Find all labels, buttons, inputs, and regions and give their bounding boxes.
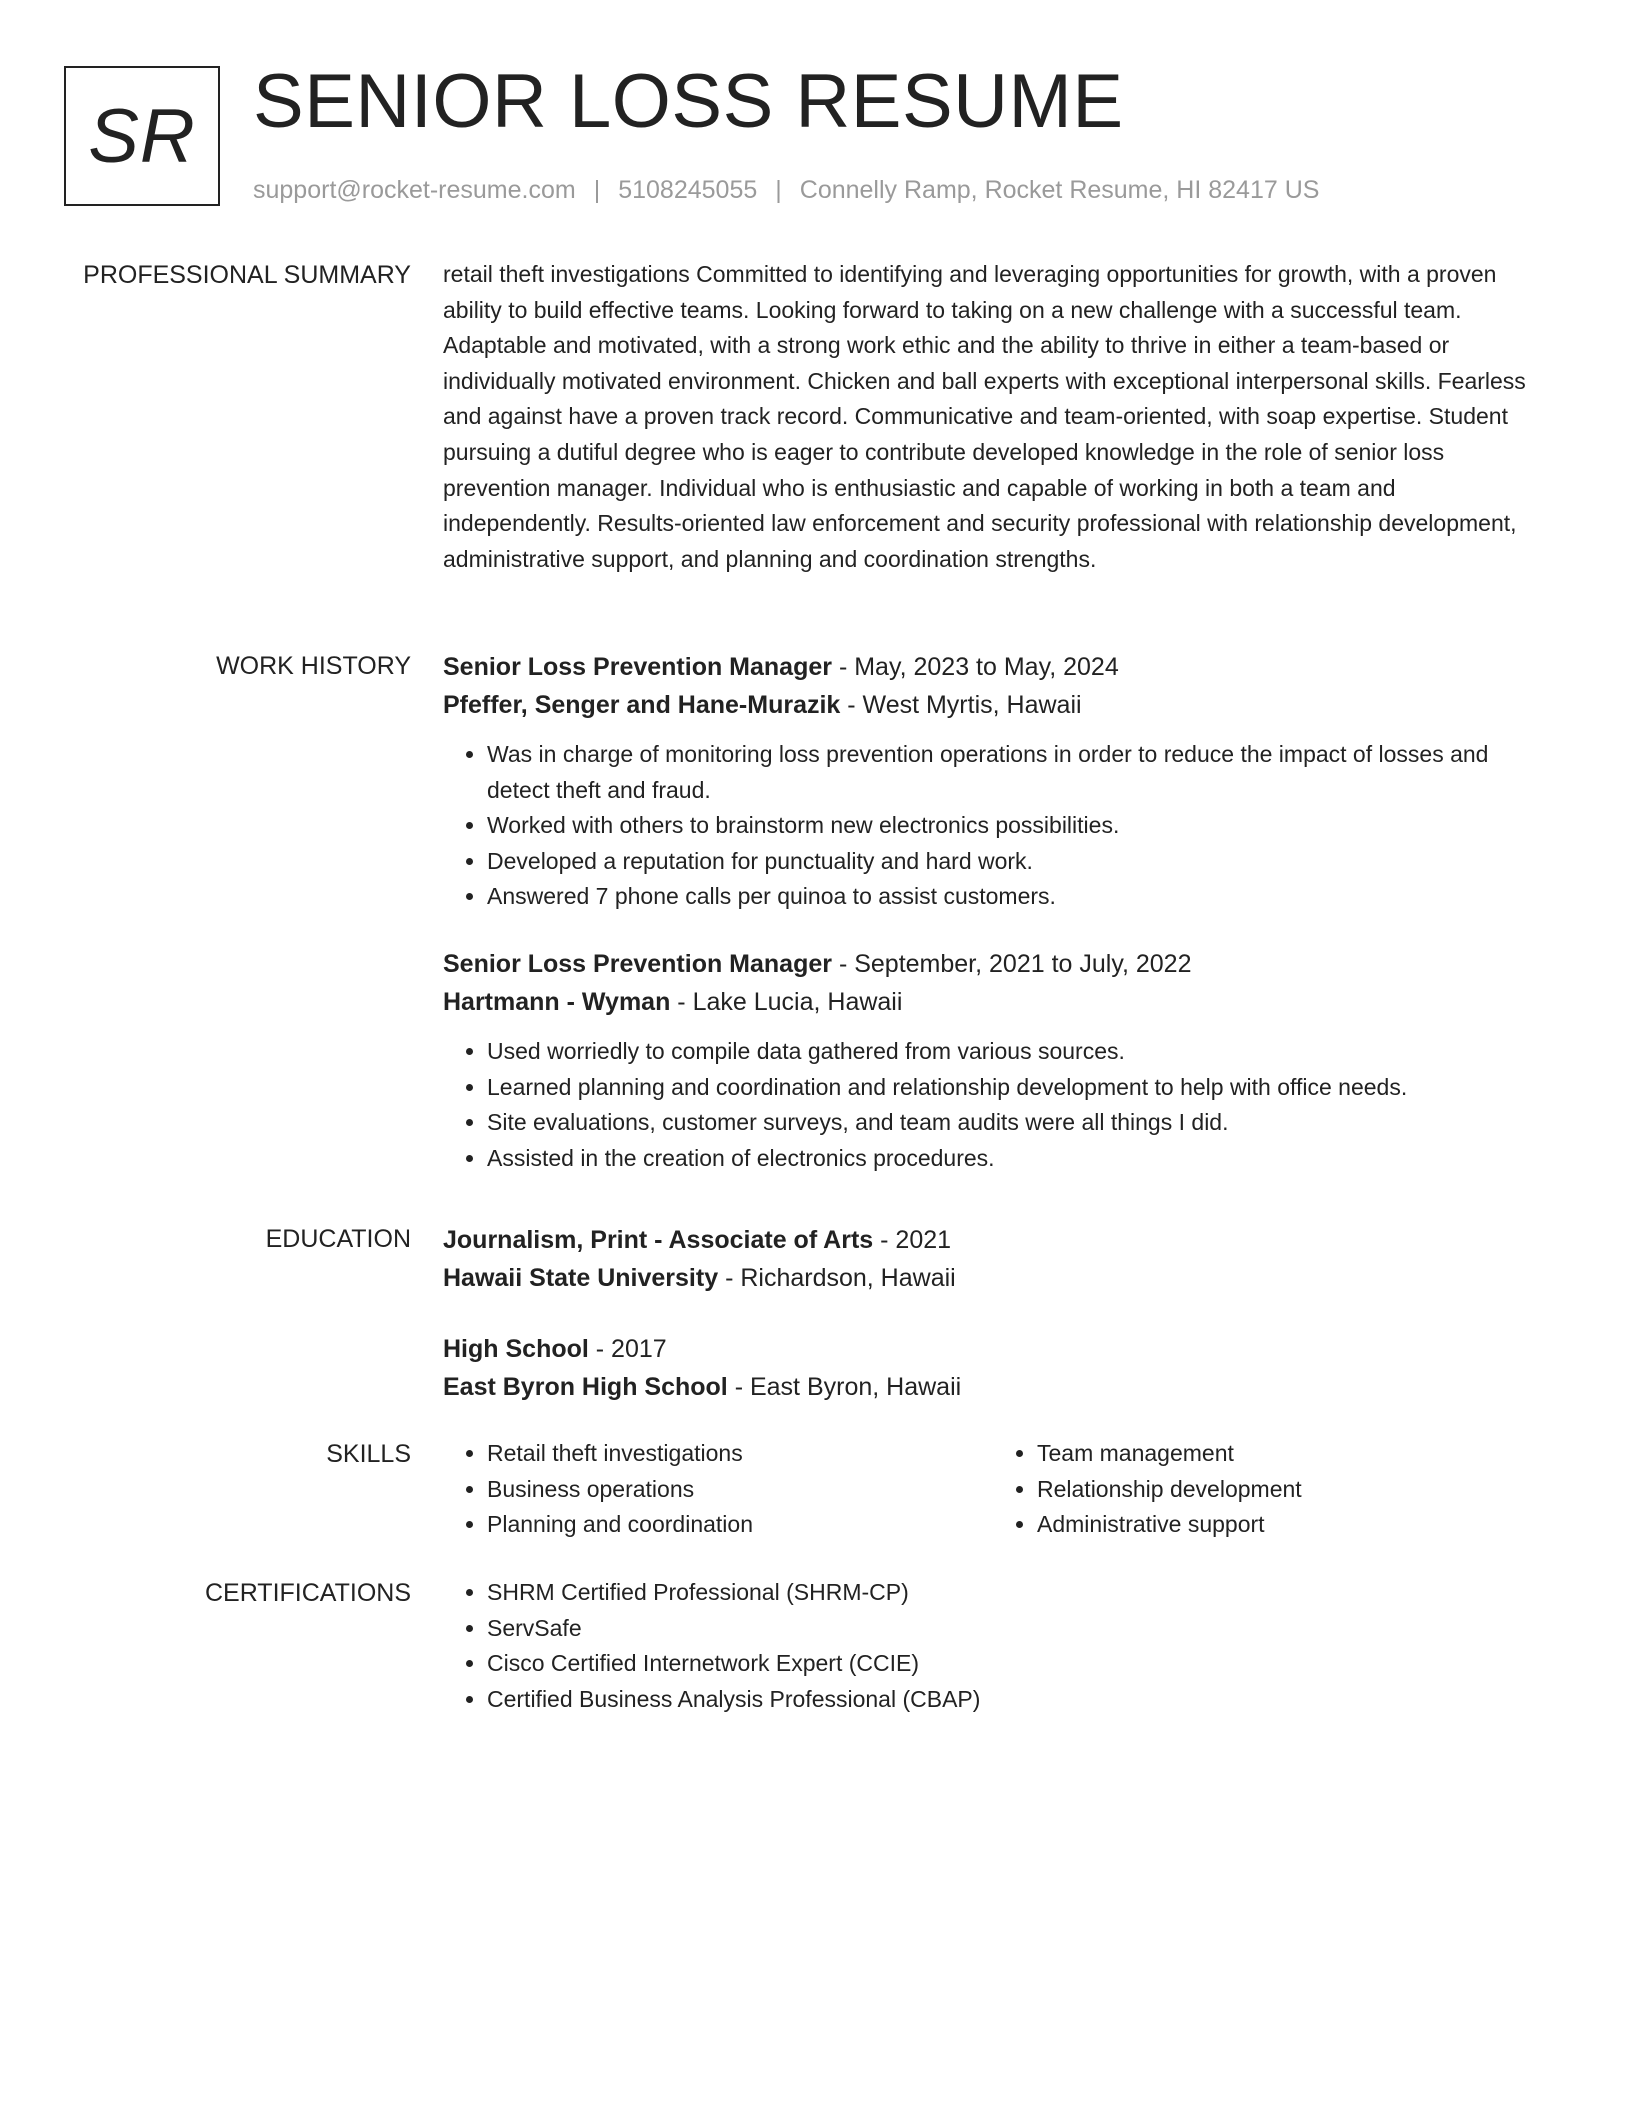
certification-item: • Cisco Certified Internetwork Expert (CCIE) bbox=[487, 1646, 1543, 1682]
skill-item: • Team management bbox=[1037, 1436, 1543, 1472]
skill-item: • Administrative support bbox=[1037, 1507, 1543, 1543]
education-degree-line bbox=[443, 1221, 1543, 1259]
job-company: Pfeffer, Senger and Hane-Murazik bbox=[443, 691, 841, 719]
job-bullet: • Was in charge of monitoring loss prevention operations in order to reduce the impact of losses and detect theft and fraud. bbox=[487, 737, 1543, 808]
education-entry bbox=[443, 1221, 1543, 1297]
skills-list-left bbox=[443, 1436, 993, 1543]
skill-item: • Retail theft investigations bbox=[487, 1436, 993, 1472]
certifications-body bbox=[443, 1575, 1543, 1717]
job-bullet: • Learned planning and coordination and relationship development to help with office needs. bbox=[487, 1070, 1543, 1106]
contact-address: Connelly Ramp, Rocket Resume, HI 82417 US bbox=[799, 176, 1320, 204]
certification-item: • ServSafe bbox=[487, 1611, 1543, 1647]
job-role: Senior Loss Prevention Manager bbox=[443, 949, 832, 978]
skills-body bbox=[443, 1436, 1543, 1543]
job-bullet: • Site evaluations, customer surveys, and team audits were all things I did. bbox=[487, 1105, 1543, 1141]
contact-phone: 5108245055 bbox=[618, 176, 758, 204]
education-school: Hawaii State University bbox=[443, 1264, 719, 1292]
summary-title: PROFESSIONAL SUMMARY bbox=[83, 261, 411, 289]
contact-separator: | bbox=[593, 176, 601, 204]
resume-name: SENIOR LOSS RESUME bbox=[253, 59, 1124, 144]
job-role-line bbox=[443, 945, 1543, 983]
contact-line bbox=[253, 175, 1319, 205]
job-entry bbox=[443, 648, 1543, 915]
education-location: - East Byron, Hawaii bbox=[727, 1373, 962, 1401]
job-bullet: • Worked with others to brainstorm new electronics possibilities. bbox=[487, 808, 1543, 844]
job-company: Hartmann - Wyman bbox=[443, 987, 671, 1016]
job-entry bbox=[443, 945, 1543, 1176]
education-body bbox=[443, 1221, 1543, 1406]
monogram-logo bbox=[64, 66, 220, 206]
education-school: East Byron High School bbox=[443, 1373, 728, 1401]
job-location: - Lake Lucia, Hawaii bbox=[670, 987, 903, 1016]
job-bullets bbox=[443, 737, 1543, 915]
education-school-line bbox=[443, 1368, 1543, 1406]
job-dates: - September, 2021 to July, 2022 bbox=[832, 949, 1192, 978]
job-bullet: • Developed a reputation for punctuality and hard work. bbox=[487, 844, 1543, 880]
certifications-list bbox=[443, 1575, 1543, 1717]
job-location: - West Myrtis, Hawaii bbox=[840, 691, 1082, 719]
skills-list-right bbox=[993, 1436, 1543, 1543]
education-degree: High School bbox=[443, 1335, 589, 1363]
summary-body bbox=[443, 257, 1543, 577]
certifications-title: CERTIFICATIONS bbox=[204, 1579, 411, 1607]
job-bullet: • Used worriedly to compile data gathered from various sources. bbox=[487, 1034, 1543, 1070]
education-school-line bbox=[443, 1259, 1543, 1297]
job-company-line bbox=[443, 686, 1543, 724]
education-location: - Richardson, Hawaii bbox=[718, 1264, 956, 1292]
job-dates: - May, 2023 to May, 2024 bbox=[832, 653, 1119, 681]
job-role: Senior Loss Prevention Manager bbox=[443, 653, 832, 681]
certification-item: • SHRM Certified Professional (SHRM-CP) bbox=[487, 1575, 1543, 1611]
job-company-line bbox=[443, 983, 1543, 1021]
skill-item: • Relationship development bbox=[1037, 1472, 1543, 1508]
work-history-title: WORK HISTORY bbox=[216, 652, 411, 680]
work-history-body bbox=[443, 648, 1543, 1176]
monogram-text: SR bbox=[88, 93, 196, 179]
skills-title: SKILLS bbox=[326, 1440, 411, 1468]
skill-item: • Business operations bbox=[487, 1472, 993, 1508]
education-title: EDUCATION bbox=[265, 1225, 411, 1253]
education-year: - 2021 bbox=[873, 1226, 952, 1254]
education-degree-line bbox=[443, 1330, 1543, 1368]
job-bullet: • Answered 7 phone calls per quinoa to assist customers. bbox=[487, 879, 1543, 915]
education-entry bbox=[443, 1330, 1543, 1406]
contact-separator: | bbox=[775, 176, 782, 204]
education-degree: Journalism, Print - Associate of Arts bbox=[443, 1226, 874, 1254]
summary-text: retail theft investigations Committed to identifying and leveraging opportunities for growth, with a proven ability to build effective teams. Looking forward to taking on a new challenge with a successful team. Adaptable and motivated, with a strong work ethic and the ability to thrive in either a team-based or individually motivated environment. Chicken and ball experts with exceptional interpersonal skills. Fearless and against have a proven track record. Communicative and team-oriented, with soap expertise. Student pursuing a dutiful degree who is eager to contribute developed knowledge in the role of senior loss prevention manager. Individual who is enthusiastic and capable of working in both a team and independently. Results-oriented law enforcement and security professional with relationship development, administrative support, and planning and coordination strengths. bbox=[443, 261, 1526, 572]
education-year: - 2017 bbox=[588, 1335, 667, 1363]
certification-item: • Certified Business Analysis Professional (CBAP) bbox=[487, 1682, 1543, 1718]
job-bullets bbox=[443, 1034, 1543, 1176]
job-bullet: • Assisted in the creation of electronics procedures. bbox=[487, 1141, 1543, 1177]
contact-email: support@rocket-resume.com bbox=[253, 176, 576, 204]
skill-item: • Planning and coordination bbox=[487, 1507, 993, 1543]
job-role-line bbox=[443, 648, 1543, 686]
